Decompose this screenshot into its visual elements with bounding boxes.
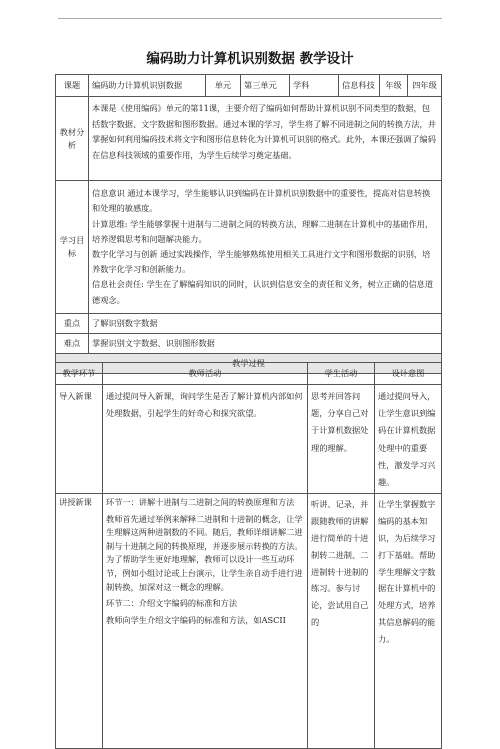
stage-cell: 导入新课 — [56, 385, 103, 494]
process-title: 教学过程 — [56, 354, 442, 374]
difficulty-label: 难点 — [56, 334, 89, 354]
header-stage: 教学环节 — [56, 363, 103, 385]
teaching-process-table — [55, 362, 442, 749]
grade-value: 四年级 — [408, 75, 442, 97]
header-student: 学生活动 — [308, 363, 375, 385]
unit-label: 单元 — [206, 75, 241, 97]
process-header-row — [56, 363, 442, 385]
subject-label: 学科 — [290, 75, 339, 97]
teacher-link-heading: 环节二：介绍文字编码的标准和方法 — [106, 598, 238, 609]
teacher-activity — [103, 494, 308, 749]
goals-label: 学习目标 — [56, 181, 89, 314]
key-point-label: 重点 — [56, 314, 89, 334]
difficulty-text: 掌握识别文字数据、识别图形数据 — [89, 334, 442, 354]
unit-value: 第三单元 — [241, 75, 290, 97]
teacher-link-heading: 环节一：讲解十进制与二进制之间的转换原理和方法 — [106, 497, 295, 508]
student-activity: 思考并回答问题，分享自己对于计算机数据处理的理解。 — [308, 385, 375, 494]
key-point-text: 了解识别数字数据 — [89, 314, 442, 334]
design-intent: 让学生掌握数字编码的基本知识，为后续学习打下基础。帮助学生理解文字数据在计算机中的处理方式，培养其信息解码的能力。 — [375, 494, 442, 749]
goal-item: 信息社会责任: 学生在了解编码知识的同时，认识到信息安全的责任和义务，树立正确的信息道德观念。 — [92, 279, 434, 305]
analysis-row — [56, 97, 442, 181]
info-row — [56, 75, 442, 97]
analysis-label: 教材分析 — [56, 97, 89, 181]
teacher-link-text: 教师首先通过举例来解释二进制和十进制的概念，让学生理解这两种进制数的不同。随后，教师详细讲解二进制与十进制之间的转换原理，并逐步展示转换的方法。为了帮助学生更好地理解，教师可以设计一些互动环节，例如小组讨论或上台演示，让学生亲自动手进行进制转换，加深对这一概念的理解。 — [106, 513, 303, 592]
grade-label: 年级 — [380, 75, 408, 97]
goals-list — [89, 181, 442, 314]
header-design: 设计意图 — [375, 363, 442, 385]
table-row — [56, 494, 442, 749]
subject-value: 信息科技 — [339, 75, 380, 97]
lesson-info-table — [55, 74, 442, 374]
teacher-activity: 通过提问导入新课，询问学生是否了解计算机内部如何处理数据，引起学生的好奇心和探究欲望。 — [103, 385, 308, 494]
goal-item: 信息意识 通过本课学习，学生能够认识到编码在计算机识别数据中的重要性，提高对信息转换和处理的敏感度。 — [92, 188, 431, 214]
course-value: 编码助力计算机识别数据 — [89, 75, 206, 97]
goal-item: 数字化学习与创新 通过实践操作，学生能够熟练使用相关工具进行文字和图形数据的识别，培养数字化学习和创新能力。 — [92, 249, 431, 275]
student-activity: 听讲、记录，并跟随教师的讲解进行简单的十进制转二进制、二进制转十进制的练习。参与讨论，尝试用自己的 — [308, 494, 375, 749]
page-title: 编码助力计算机识别数据 教学设计 — [146, 51, 354, 67]
header-teacher: 教师活动 — [103, 363, 308, 385]
course-label: 课题 — [56, 75, 89, 97]
teacher-link-text: 教师向学生介绍文字编码的标准和方法，如ASCII — [106, 614, 286, 625]
key-point-row — [56, 314, 442, 334]
stage-cell: 讲授新课 — [56, 494, 103, 749]
design-intent: 通过提问导入，让学生意识到编码在计算机数据处理中的重要性，激发学习兴趣。 — [375, 385, 442, 494]
analysis-text: 本课是《使用编码》单元的第11课，主要介绍了编码如何帮助计算机识别不同类型的数据，包括数字数据、文字数据和图形数据。通过本课的学习，学生将了解不同进制之间的转换方法，并掌握如何利用编码技术将文字和图形信息转化为计算机可识别的格式。此外，本课还强调了编码在信息科技领域的重要作用，为学生后续学习奠定基础。 — [89, 97, 442, 181]
header-rule — [58, 18, 442, 19]
goals-row — [56, 181, 442, 314]
difficulty-row — [56, 334, 442, 354]
table-row — [56, 385, 442, 494]
goal-item: 计算思维: 学生能够掌握十进制与二进制之间的转换方法，理解二进制在计算机中的基础作用，培养逻辑思考和问题解决能力。 — [92, 218, 434, 244]
